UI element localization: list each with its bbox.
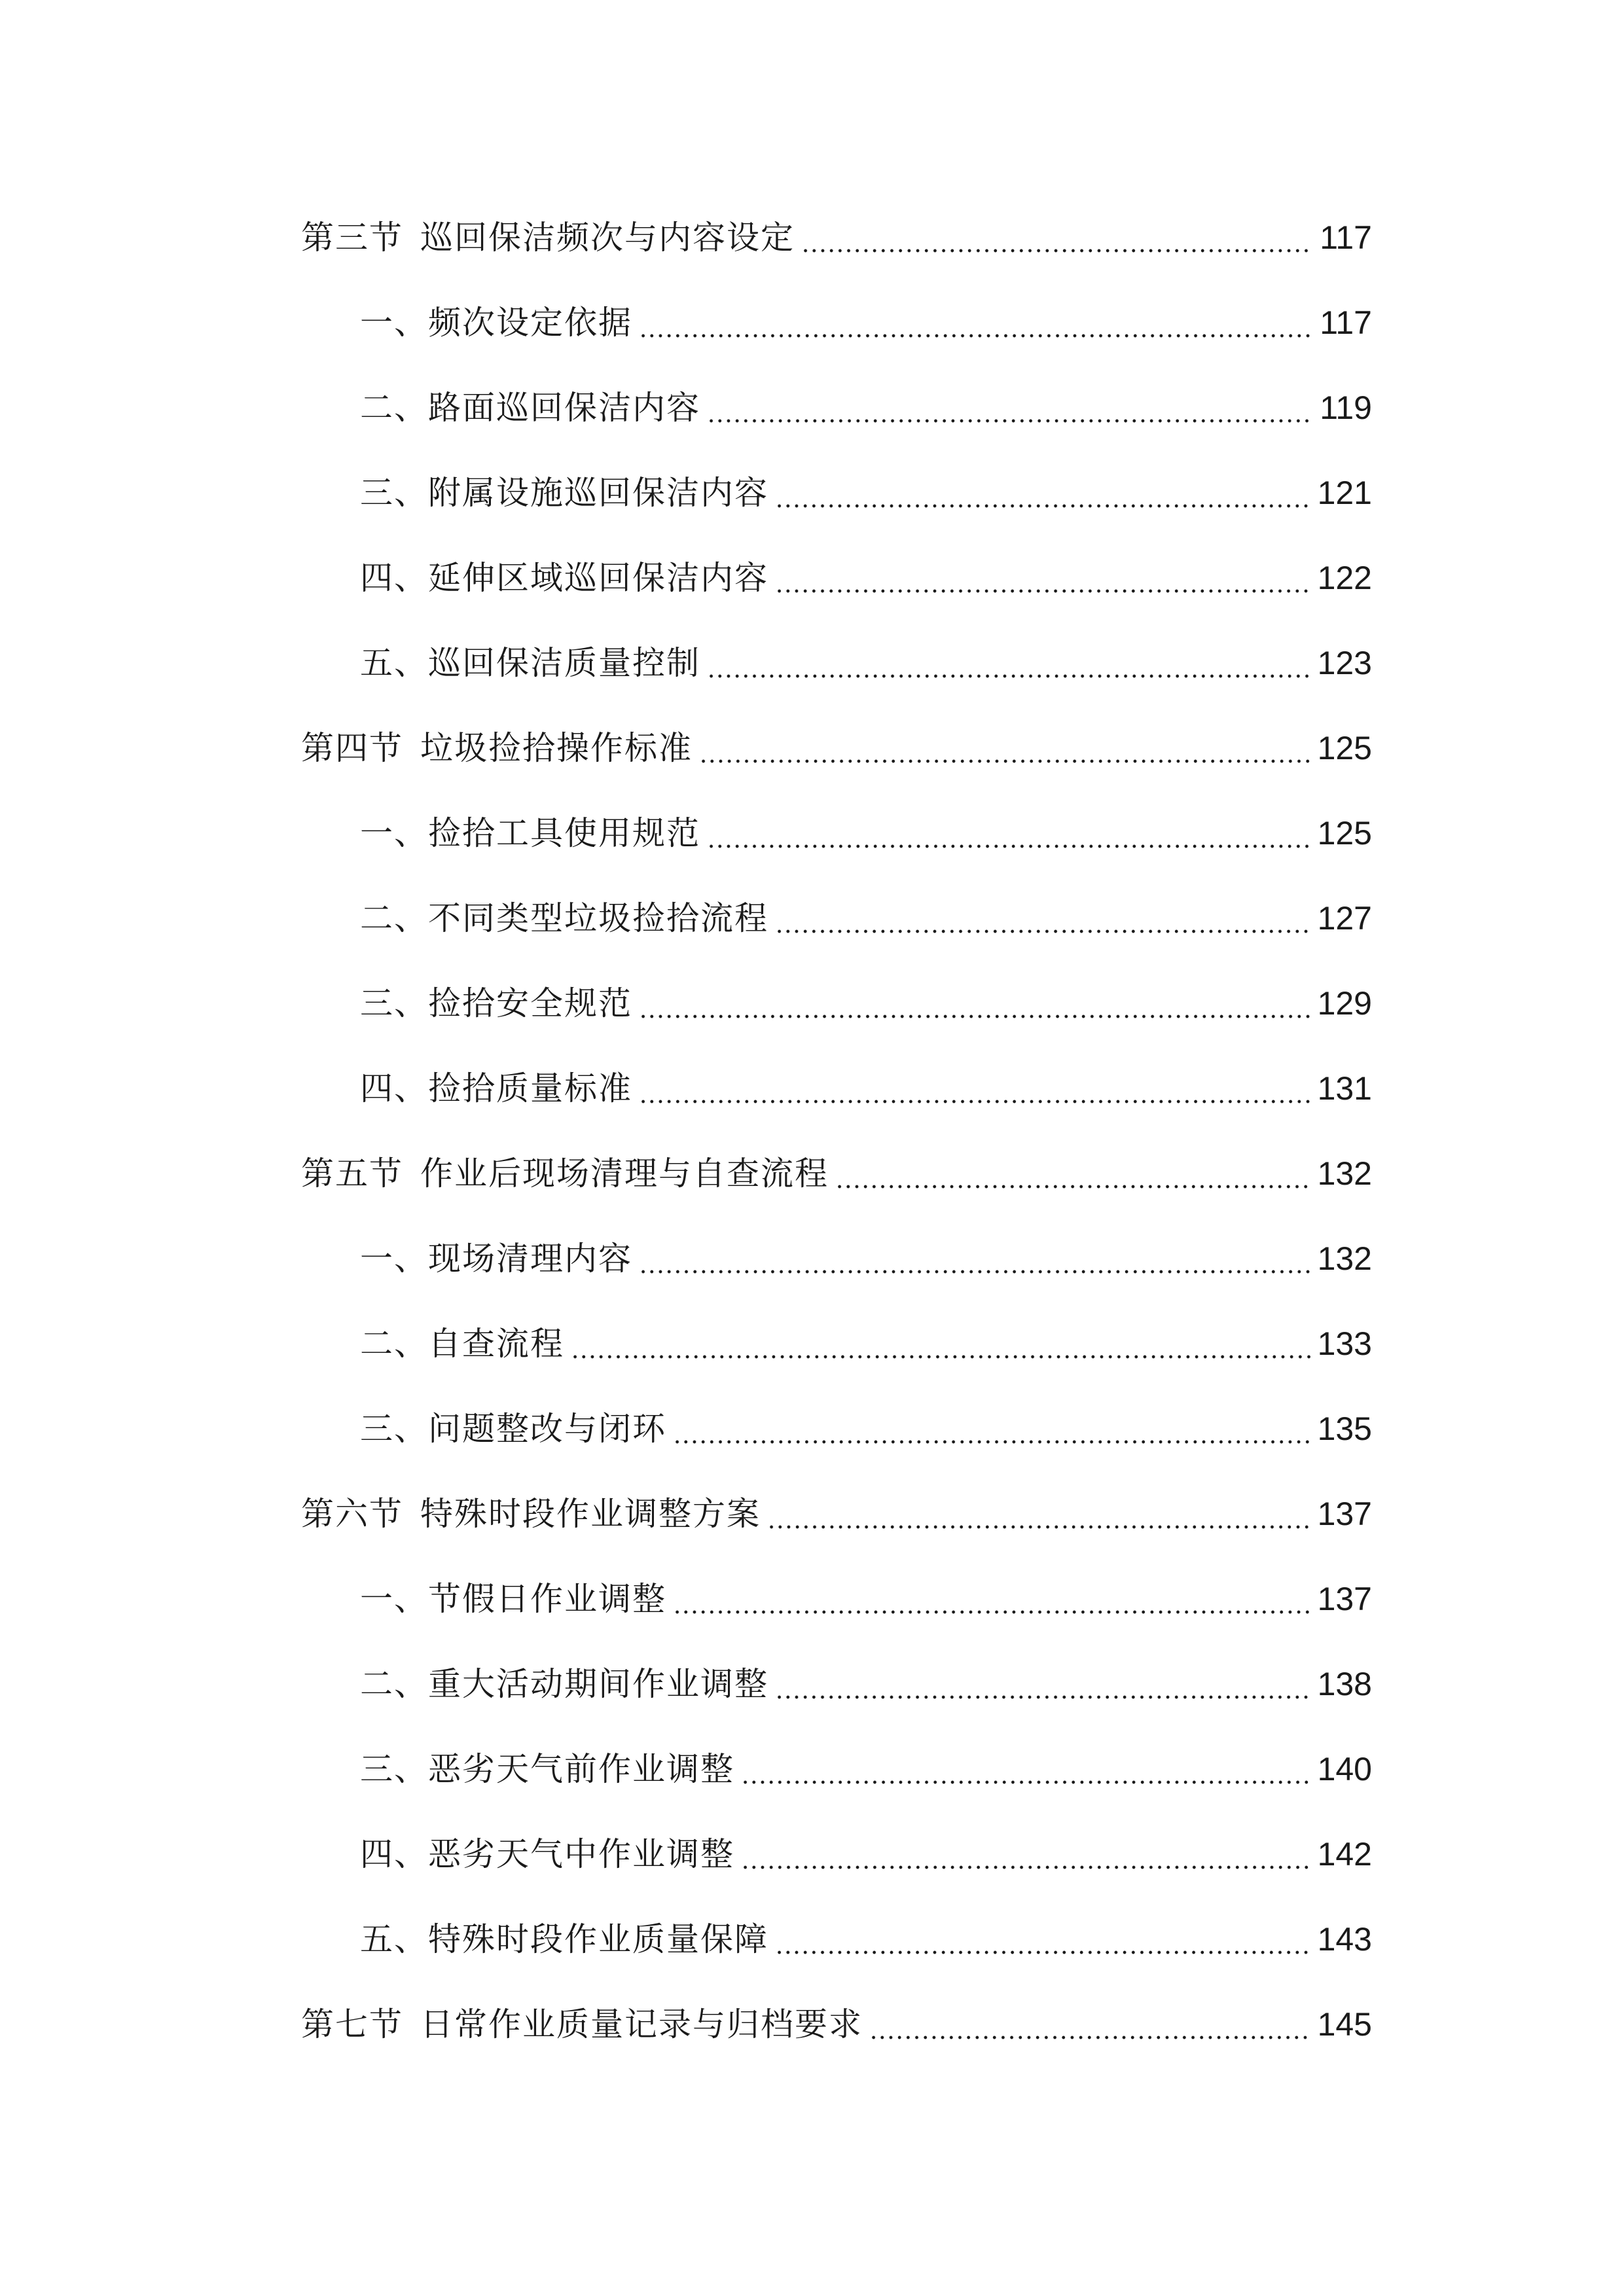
dot-leader <box>741 1828 1311 1880</box>
toc-entry-title: 二、路面巡回保洁内容 <box>360 389 700 427</box>
toc-entry-title: 一、现场清理内容 <box>360 1240 632 1278</box>
toc-item[interactable] <box>360 1913 1372 1965</box>
toc-entry-title: 三、捡拾安全规范 <box>360 984 632 1022</box>
toc-page-number: 122 <box>1317 560 1372 596</box>
toc-section-5[interactable] <box>301 1147 1372 1200</box>
toc-item[interactable] <box>360 637 1372 689</box>
toc-page-number: 117 <box>1320 219 1372 256</box>
toc-section-number: 第三节 <box>301 219 403 257</box>
toc-item[interactable] <box>360 296 1372 349</box>
toc-page-number: 137 <box>1317 1496 1372 1532</box>
toc-entry-title: 特殊时段作业调整方案 <box>420 1495 761 1533</box>
toc-entry-title: 五、巡回保洁质量控制 <box>360 644 700 682</box>
toc-page-number: 132 <box>1317 1155 1372 1192</box>
toc-page-number: 125 <box>1317 815 1372 852</box>
toc-entry-title: 四、捡拾质量标准 <box>360 1069 632 1107</box>
dot-leader <box>741 1743 1311 1795</box>
toc-entry-title: 二、重大活动期间作业调整 <box>360 1665 768 1703</box>
toc-section-7[interactable] <box>301 1998 1372 2051</box>
dot-leader <box>775 552 1311 604</box>
dot-leader <box>707 637 1311 689</box>
dot-leader <box>775 892 1311 944</box>
toc-page-number: 142 <box>1317 1836 1372 1873</box>
dot-leader <box>869 1998 1311 2051</box>
toc-page-number: 127 <box>1317 900 1372 937</box>
dot-leader <box>775 1658 1311 1710</box>
toc-page-number: 121 <box>1317 475 1372 511</box>
toc-entry-title: 二、不同类型垃圾捡拾流程 <box>360 899 768 937</box>
toc-entry-title: 三、问题整改与闭环 <box>360 1410 666 1448</box>
dot-leader <box>639 1232 1311 1285</box>
toc-entry-label <box>301 1147 829 1200</box>
dot-leader <box>673 1403 1311 1455</box>
toc-page-number: 145 <box>1317 2006 1372 2043</box>
toc-section-6[interactable] <box>301 1488 1372 1540</box>
toc-entry-title: 一、节假日作业调整 <box>360 1580 666 1618</box>
toc-page-number: 129 <box>1317 985 1372 1022</box>
toc-page-number: 119 <box>1320 389 1372 426</box>
dot-leader <box>767 1488 1311 1540</box>
toc-item[interactable] <box>360 1743 1372 1795</box>
dot-leader <box>571 1318 1311 1370</box>
toc-entry-label <box>301 211 795 264</box>
toc-page-number: 133 <box>1317 1325 1372 1362</box>
dot-leader <box>673 1573 1311 1625</box>
toc-page-number: 131 <box>1317 1070 1372 1107</box>
dot-leader <box>639 977 1311 1030</box>
toc-section-4[interactable] <box>301 722 1372 774</box>
toc-entry-title: 三、附属设施巡回保洁内容 <box>360 474 768 512</box>
dot-leader <box>699 722 1311 774</box>
toc-item[interactable] <box>360 977 1372 1030</box>
toc-item[interactable] <box>360 467 1372 519</box>
toc-entry-title: 一、频次设定依据 <box>360 304 632 342</box>
toc-item[interactable] <box>360 807 1372 859</box>
dot-leader <box>775 1913 1311 1965</box>
toc-section-3[interactable] <box>301 211 1372 264</box>
toc-item[interactable] <box>360 1318 1372 1370</box>
toc-page-number: 140 <box>1317 1751 1372 1787</box>
toc-entry-title: 四、延伸区域巡回保洁内容 <box>360 559 768 597</box>
toc-entry-title: 日常作业质量记录与归档要求 <box>420 2005 863 2043</box>
toc-entry-title: 垃圾捡拾操作标准 <box>420 729 693 767</box>
toc-entry-label <box>301 722 693 774</box>
toc-page-number: 117 <box>1320 304 1372 341</box>
toc-item[interactable] <box>360 1403 1372 1455</box>
toc-entry-title: 三、恶劣天气前作业调整 <box>360 1750 734 1788</box>
toc-entry-title: 四、恶劣天气中作业调整 <box>360 1835 734 1873</box>
dot-leader <box>801 211 1313 264</box>
toc-page-number: 135 <box>1317 1410 1372 1447</box>
toc-item[interactable] <box>360 1828 1372 1880</box>
toc-page-number: 125 <box>1317 730 1372 766</box>
toc-item[interactable] <box>360 1658 1372 1710</box>
toc-item[interactable] <box>360 892 1372 944</box>
dot-leader <box>835 1147 1311 1200</box>
toc-entry-title: 五、特殊时段作业质量保障 <box>360 1920 768 1958</box>
dot-leader <box>639 296 1313 349</box>
toc-page-number: 123 <box>1317 645 1372 681</box>
toc-item[interactable] <box>360 382 1372 434</box>
toc-entry-title: 一、捡拾工具使用规范 <box>360 814 700 852</box>
toc-item[interactable] <box>360 552 1372 604</box>
toc-entry-label <box>301 1998 863 2051</box>
toc-entry-title: 二、自查流程 <box>360 1325 564 1363</box>
dot-leader <box>775 467 1311 519</box>
toc-entry-label <box>301 1488 761 1540</box>
toc-page-number: 138 <box>1317 1666 1372 1702</box>
toc-item[interactable] <box>360 1232 1372 1285</box>
dot-leader <box>707 382 1313 434</box>
toc-entry-title: 作业后现场清理与自查流程 <box>420 1155 829 1193</box>
dot-leader <box>707 807 1311 859</box>
toc-page-number: 132 <box>1317 1240 1372 1277</box>
toc-section-number: 第六节 <box>301 1495 403 1533</box>
toc-item[interactable] <box>360 1062 1372 1115</box>
toc-page-number: 137 <box>1317 1581 1372 1617</box>
toc-section-number: 第五节 <box>301 1155 403 1193</box>
toc-section-number: 第四节 <box>301 729 403 767</box>
dot-leader <box>639 1062 1311 1115</box>
toc-item[interactable] <box>360 1573 1372 1625</box>
toc-entry-title: 巡回保洁频次与内容设定 <box>420 219 795 257</box>
toc-section-number: 第七节 <box>301 2005 403 2043</box>
toc-page-number: 143 <box>1317 1921 1372 1958</box>
